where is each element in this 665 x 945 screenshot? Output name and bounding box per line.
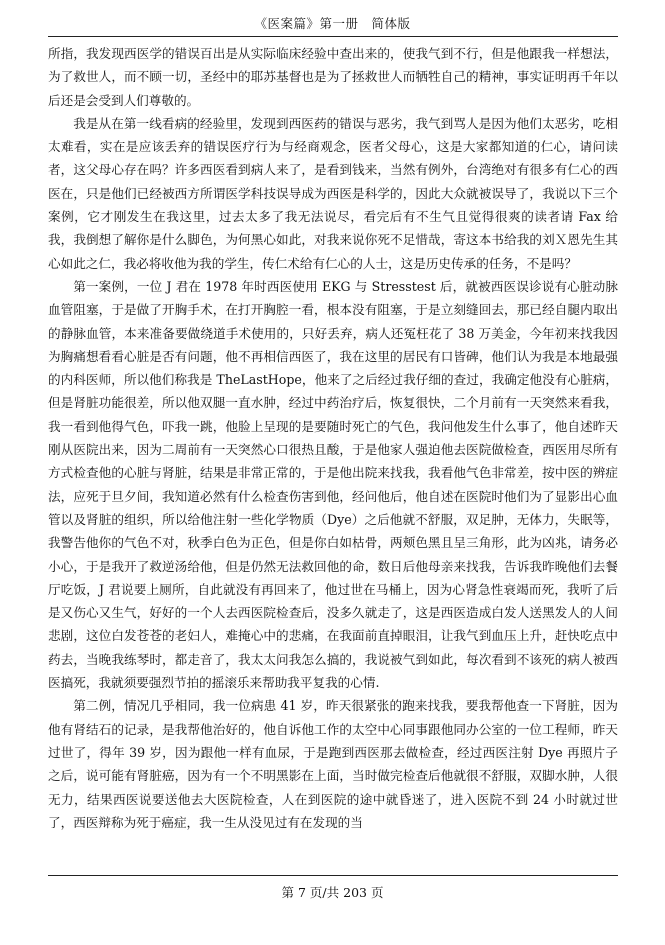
page-header: 《医案篇》第一册 简体版 (254, 16, 411, 31)
paragraph-continuation: 所指，我发现西医学的错误百出是从实际临床经验中查出来的，使我气到不行，但是他跟我一样想法，为了救世人，而不顾一切，圣经中的耶苏基督也是为了拯救世人而牺牲自己的精神，事实证明再千年以后还是会受到人们尊敬的。 (48, 46, 618, 108)
page-number: 第 7 页/共 203 页 (281, 885, 384, 900)
document-body (48, 42, 618, 834)
paragraph-intro: 我是从在第一线看病的经验里，发现到西医药的错误与恶劣，我气到骂人是因为他们太恶劣，吃相太难看，实在是应该丢弃的错误医疗行为与经商观念，医者父母心，这是大家都知道的仁心，请问读者，这父母心存在吗？许多西医看到病人来了，是看到钱来，当然有例外，台湾绝对有很多有仁心的西医在，只是他们已经被西方所谓医学科技误导成为西医是科学的，因此大众就被误导了，我说以下三个案例，它才刚发生在我这里，过去太多了我无法说尽，看完后有不生气且觉得很爽的读者请 Fax 给我，我倒想了解你是什么脚色，为何黑心如此，对我来说你死不足惜哉，寄这本书给我的刘Ｘ恩先生其心如此之仁，我必将收他为我的学生，传仁术给有仁心的人士，这是历史传承的任务，不是吗？ (48, 115, 618, 271)
paragraph-case-two: 第二例，情况几乎相同，我一位病患 41 岁，昨天很紧张的跑来找我，要我帮他查一下肾脏，因为他有肾结石的记录，是我帮他治好的，他自诉他工作的太空中心同事跟他同办公室的一位工程师，昨天过世了，得年 39 岁，因为跟他一样有血尿，于是跑到西医那去做检查，经过西医注射 Dye 再照片子之后，说可能有肾脏癌，因为有一个不明黑影在上面，当时做完检查后他就很不舒服，双脚水肿，人很无力，结果西医说要送他去大医院检查，人在到医院的途中就昏迷了，进入医院不到 24 小时就过世了，西医辩称为死于癌症，我一生从没见过有在发现的当 (48, 698, 618, 830)
header-divider (48, 36, 618, 37)
paragraph-case-one: 第一案例，一位 J 君在 1978 年时西医使用 EKG 与 Stresstest 后，就被西医误诊说有心脏动脉血管阻塞，于是做了开胸手术，在打开胸腔一看，根本没有阻塞，于是立刻缝回去，那已经自腿内取出的静脉血管，本来准备要做绕道手术使用的，只好丢弃，病人还冤枉花了 38 万美金，今年初来找我因为胸痛想看看心脏是否有问题，他不再相信西医了，我在这里的居民有口皆碑，他们认为我是本地最强的内科医师，所以他们称我是 TheLastHope，他来了之后经过我仔细的查过，我确定他没有心脏病，但是肾脏功能很差，所以他双腿一直水肿，经过中药治疗后，恢复很快，二个月前有一天突然来看我，我一看到他得气色，吓我一跳，他脸上呈现的是要随时死亡的气色，我问他发生什么事了，他自述昨天刚从医院出来，因为二周前有一天突然心口很热且酸，于是他家人强迫他去医院做检查，西医用尽所有方式检查他的心脏与肾脏，结果是非常正常的，于是他出院来找我，我看他气色非常差，按中医的辨症法，应死于旦夕间，我知道必然有什么检查伤害到他，经问他后，他自述在医院时他们为了显影出心血管以及肾脏的组织，所以给他注射一些化学物质（Dye）之后他就不舒服，双足肿，无体力，失眠等，我警告他你的气色不对，秋季白色为正色，但是你白如枯骨，两颊色黑且呈三角形，此为凶兆，请务必小心，于是我开了救逆汤给他，但是仍然无法救回他的命，数日后他母亲来找我，告诉我昨晚他们去餐厅吃饭，J 君说要上厕所，自此就没有再回来了，他过世在马桶上，因为心肾急性衰竭而死，我听了后是又伤心又生气，好好的一个人去西医院检查后，没多久就走了，这是西医造成白发人送黑发人的人间悲剧，这位白发苍苍的老妇人，难掩心中的悲痛，在我面前直掉眼泪，让我气到血压上升，赶快吃点中药去，当晚我练琴时，都走音了，我太太问我怎么搞的，我说被气到如此，每次看到不该死的病人被西医搞死，我就须要强烈节拍的摇滚乐来帮助我平复我的心情. (48, 278, 618, 691)
footer-divider (48, 875, 618, 876)
